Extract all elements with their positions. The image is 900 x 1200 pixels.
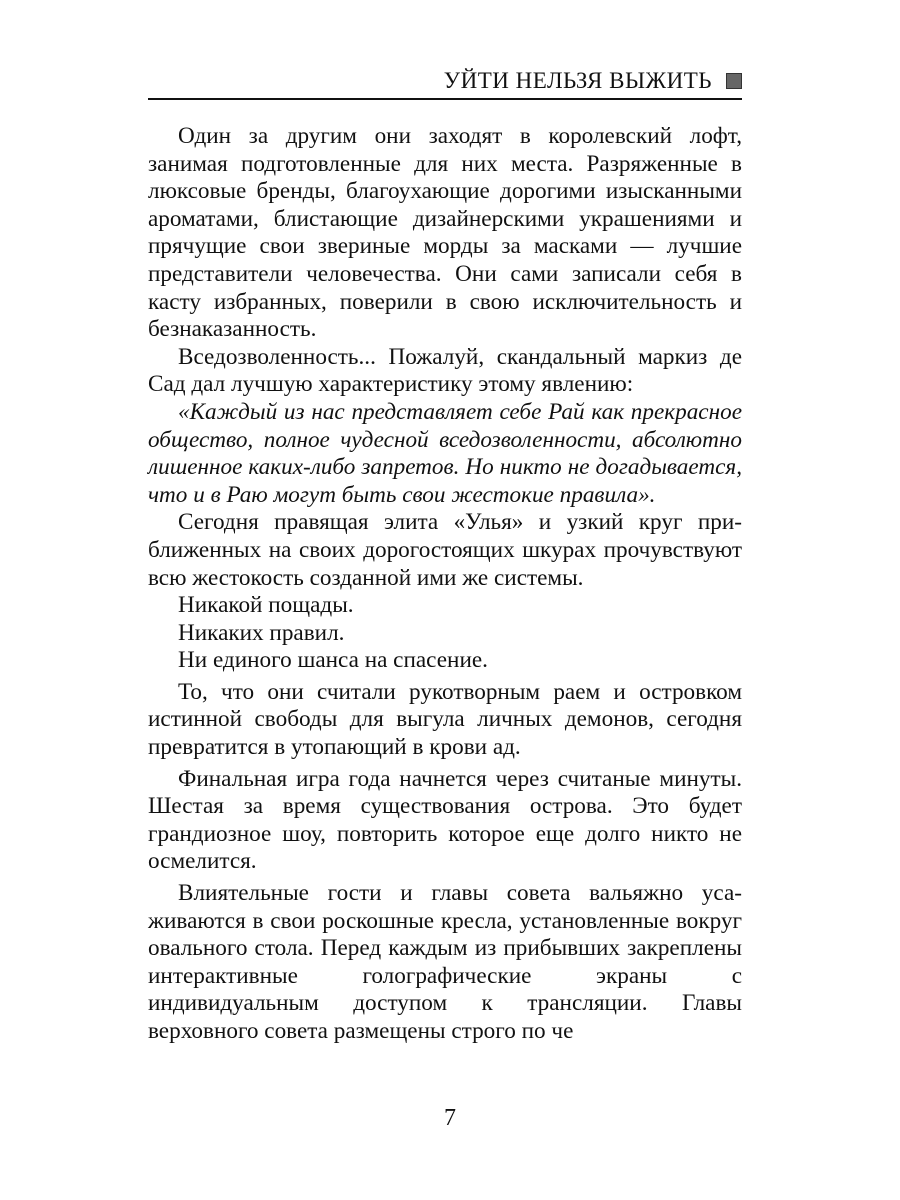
paragraph: Ни единого шанса на спасение. (178, 647, 488, 674)
body-text (148, 123, 742, 1046)
paragraph: Влиятельные гости и главы совета вальяжно усаживаются в свои роскошные кресла, установленные вокруг овального стола. Перед каждым из прибывших закреплены интерактивные голографические экраны с индивидуальным доступом к трансляции. Главы верховного совета размещены строго по че (148, 880, 742, 1044)
paragraph: То, что они считали рукотворным раем и островком истинной свободы для выгула личных демонов, сегодня превратится в утопающий в крови ад. (148, 678, 742, 761)
paragraph: Один за другим они заходят в королевский лофт, занимая подготовленные для них места. Разряженные в люксовые бренды, благоухающие дорогими изысканными ароматами, блистающие дизайнерскими украшениями и прячущие свои звериные морды за масками — лучшие представители человечества. Они сами записали себя в касту избранных, поверили в свою исключительность и безнаказанность. (148, 123, 742, 343)
paragraph: Никакой пощады. (178, 592, 354, 619)
running-header (148, 64, 742, 100)
running-header-title: УЙТИ НЕЛЬЗЯ ВЫЖИТЬ (443, 68, 712, 93)
paragraph: Сегодня правящая элита «Улья» и узкий круг приближенных на своих дорогостоящих шкурах прочувствуют всю жестокость созданной ими же системы. (148, 509, 742, 591)
quote-paragraph: «Каждый из нас представляет себе Рай как прекрасное общество, полное чудесной вседозволенности, абсолютно лишенное каких-либо запретов. Но никто не догадывается, что и в Раю могут быть свои жестокие правила». (148, 398, 742, 508)
paragraph: Финальная игра года начнется через считаные минуты. Шестая за время существования острова. Это будет грандиозное шоу, повторить которое еще долго никто не осмелится. (148, 765, 742, 875)
paragraph: Вседозволенность... Пожалуй, скандальный маркиз де Сад дал лучшую характеристику этому явлению: (148, 343, 742, 398)
page-number: 7 (444, 1105, 456, 1131)
header-square-icon (726, 73, 742, 89)
paragraph: Никаких правил. (178, 619, 345, 646)
